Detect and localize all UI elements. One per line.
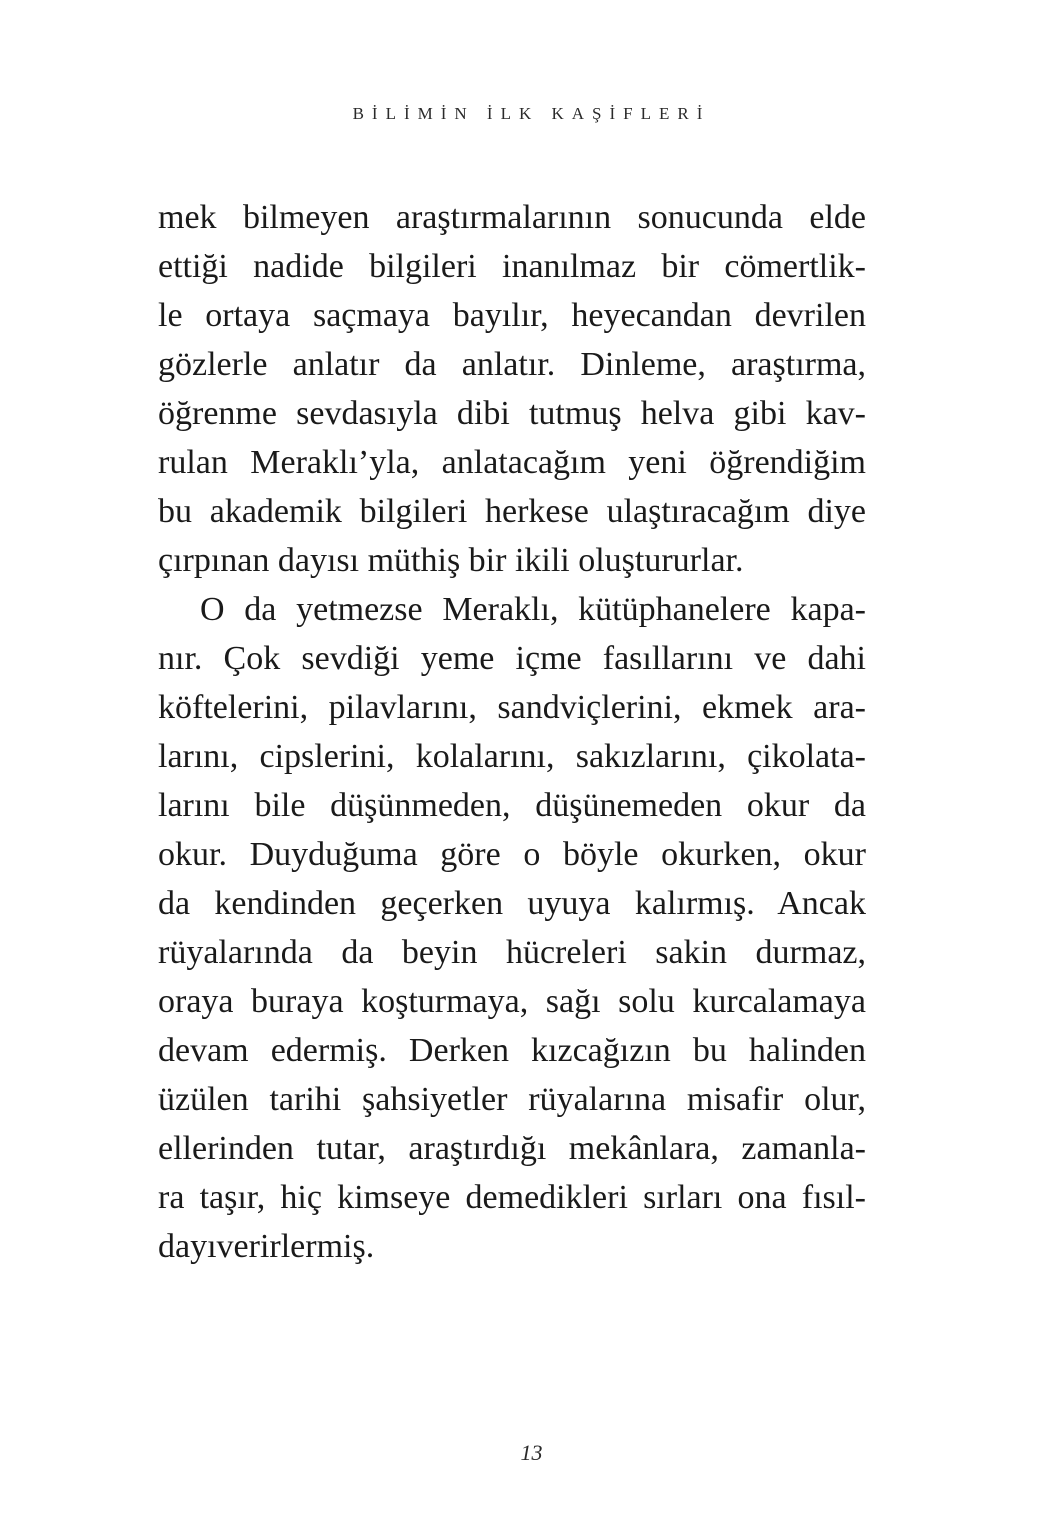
paragraph-1 — [158, 193, 866, 585]
text-line: ettiği nadide bilgileri inanılmaz bir cömertlik- — [158, 248, 866, 285]
text-line: gözlerle anlatır da anlatır. Dinleme, araştırma, — [158, 346, 866, 383]
paragraph-2 — [158, 585, 866, 1271]
text-line: çırpınan dayısı müthiş bir ikili oluştururlar. — [158, 542, 744, 579]
text-line: ra taşır, hiç kimseye demedikleri sırları ona fısıl- — [158, 1179, 866, 1216]
text-line: mek bilmeyen araştırmalarının sonucunda elde — [158, 199, 866, 236]
text-line: devam edermiş. Derken kızcağızın bu halinden — [158, 1032, 866, 1069]
text-line: oraya buraya koşturmaya, sağı solu kurcalamaya — [158, 983, 866, 1020]
text-line: dayıverirlermiş. — [158, 1228, 375, 1265]
body-text — [158, 193, 866, 1271]
text-line: larını, cipslerini, kolalarını, sakızlarını, çikolata- — [158, 738, 866, 775]
text-line: köftelerini, pilavlarını, sandviçlerini, ekmek ara- — [158, 689, 866, 726]
text-line: rüyalarında da beyin hücreleri sakin durmaz, — [158, 934, 866, 971]
text-line: larını bile düşünmeden, düşünemeden okur da — [158, 787, 866, 824]
text-line: bu akademik bilgileri herkese ulaştıracağım diye — [158, 493, 866, 530]
text-line: O da yetmezse Meraklı, kütüphanelere kapa- — [200, 591, 866, 628]
text-line: öğrenme sevdasıyla dibi tutmuş helva gibi kav- — [158, 395, 866, 432]
text-line: nır. Çok sevdiği yeme içme fasıllarını ve dahi — [158, 640, 866, 677]
page-number: 13 — [520, 1440, 543, 1465]
text-line: okur. Duyduğuma göre o böyle okurken, okur — [158, 836, 866, 873]
text-line: ellerinden tutar, araştırdığı mekânlara, zamanla- — [158, 1130, 866, 1167]
running-header: BİLİMİN İLK KAŞİFLERİ — [352, 104, 711, 123]
text-line: le ortaya saçmaya bayılır, heyecandan devrilen — [158, 297, 866, 334]
text-line: üzülen tarihi şahsiyetler rüyalarına misafir olur, — [158, 1081, 866, 1118]
text-line: da kendinden geçerken uyuya kalırmış. Ancak — [158, 885, 866, 922]
text-line: rulan Meraklı’yla, anlatacağım yeni öğrendiğim — [158, 444, 866, 481]
